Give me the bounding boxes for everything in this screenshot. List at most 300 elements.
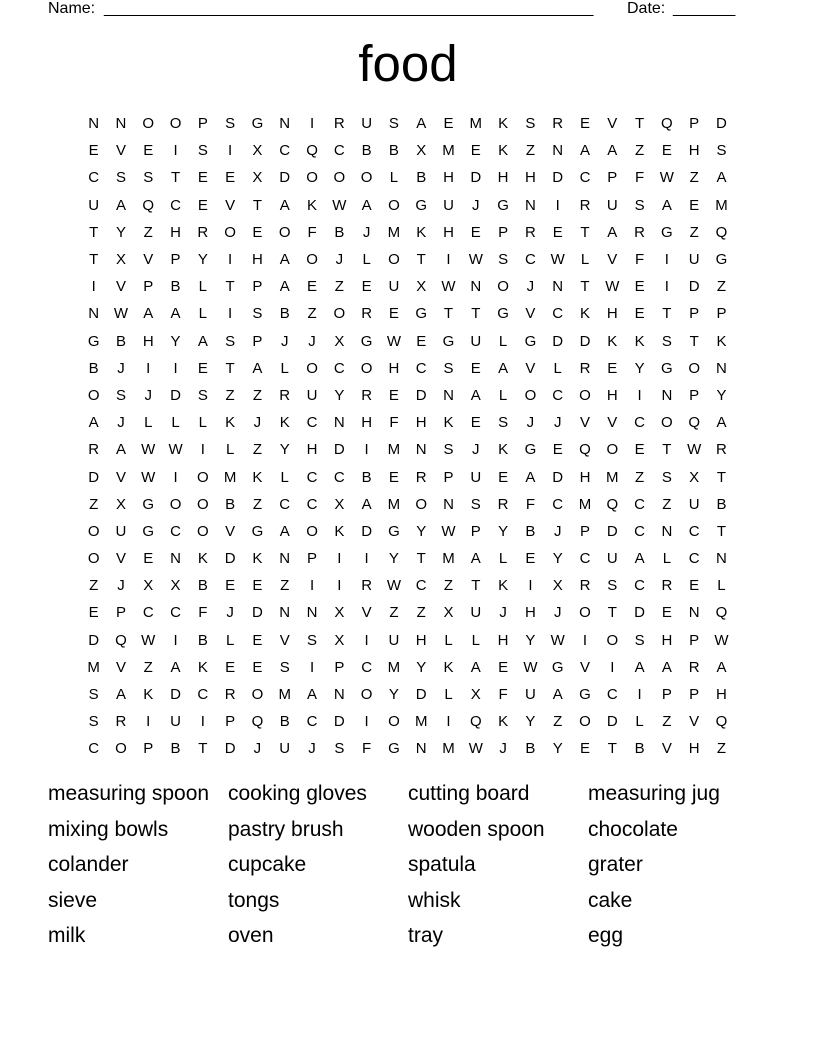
grid-letter: M [442,740,455,758]
grid-letter: L [225,441,235,459]
grid-letter: Z [334,278,344,296]
grid-letter: E [143,550,154,568]
grid-letter: D [224,740,236,758]
grid-letter: F [635,169,645,187]
grid-letter: W [714,631,729,649]
grid-letter: Q [251,713,264,731]
grid-letter: Y [716,386,727,404]
grid-letter: V [689,713,700,731]
grid-letter: T [662,441,672,459]
grid-letter: I [337,577,342,595]
grid-letter: I [364,713,369,731]
grid-letter: G [661,359,673,377]
grid-letter: K [143,686,154,704]
grid-letter: C [279,495,291,513]
grid-letter: I [146,713,151,731]
grid-letter: Z [252,441,263,459]
grid-letter: O [415,495,428,513]
grid-letter: E [225,169,236,187]
grid-letter: L [498,332,508,350]
grid-letter: F [362,740,372,758]
grid-letter: S [88,686,99,704]
grid-letter: A [197,332,208,350]
grid-letter: O [87,386,100,404]
grid-letter: H [252,251,263,269]
grid-letter: K [498,115,509,133]
grid-letter: Y [334,386,345,404]
grid-letter: W [441,522,456,540]
grid-letter: B [279,305,290,323]
grid-letter: C [634,414,645,432]
grid-letter: E [197,169,208,187]
grid-letter: P [143,278,154,296]
grid-letter: A [416,115,427,133]
grid-letter: V [361,604,372,622]
grid-letter: R [497,495,509,513]
grid-letter: Q [715,223,728,241]
grid-letter: P [661,686,672,704]
grid-letter: H [579,468,591,486]
grid-letter: A [661,658,672,676]
grid-letter: E [607,359,618,377]
grid-letter: S [388,115,399,133]
grid-letter: E [443,115,454,133]
grid-letter: O [306,169,318,187]
grid-letter: Z [635,142,645,160]
grid-letter: T [635,115,645,133]
grid-letter: R [224,686,236,704]
grid-letter: A [716,658,727,676]
grid-letter: I [173,631,178,649]
grid-letter: Z [252,386,263,404]
word-list-item: tray [408,924,444,947]
grid-letter: J [117,577,125,595]
grid-letter: P [498,223,509,241]
grid-letter: I [364,631,369,649]
grid-letter: J [117,359,125,377]
grid-letter: Q [142,196,155,214]
grid-letter: V [607,251,618,269]
grid-letter: O [333,169,346,187]
grid-letter: I [91,278,96,296]
grid-letter: T [416,550,426,568]
grid-letter: D [552,332,564,350]
grid-letter: D [606,522,618,540]
letter-grid [80,110,736,763]
word-list-item: cooking gloves [228,782,367,805]
grid-letter: G [524,441,537,459]
grid-letter: Q [606,495,619,513]
grid-letter: O [169,495,182,513]
grid-letter: J [526,278,535,296]
grid-letter: D [552,468,564,486]
grid-letter: G [715,251,728,269]
grid-letter: N [552,278,564,296]
grid-letter: S [225,332,236,350]
grid-letter: J [308,740,316,758]
grid-letter: P [307,550,318,568]
grid-letter: K [579,305,590,323]
grid-letter: T [580,223,590,241]
grid-letter: O [360,169,373,187]
grid-letter: S [498,251,509,269]
grid-letter: J [362,223,371,241]
grid-letter: R [361,577,373,595]
grid-letter: S [334,740,345,758]
grid-letter: N [688,604,700,622]
grid-letter: V [115,278,126,296]
grid-letter: R [661,577,673,595]
grid-letter: Y [498,522,509,540]
grid-letter: B [416,169,427,187]
word-list-item: colander [48,853,129,876]
grid-letter: S [115,386,126,404]
grid-letter: N [552,142,564,160]
grid-letter: P [443,468,454,486]
grid-letter: T [471,305,481,323]
grid-letter: J [117,414,125,432]
grid-letter: T [416,251,426,269]
grid-letter: S [661,332,672,350]
grid-letter: Z [89,495,99,513]
grid-letter: Z [389,604,399,622]
grid-letter: N [470,278,482,296]
grid-letter: T [607,740,617,758]
grid-letter: K [416,223,427,241]
grid-letter: Y [388,550,399,568]
grid-letter: R [333,115,345,133]
grid-letter: L [553,359,562,377]
grid-letter: O [306,251,318,269]
grid-letter: A [607,223,618,241]
grid-letter: I [637,686,642,704]
grid-letter: N [661,386,673,404]
grid-letter: G [388,522,400,540]
grid-letter: E [689,196,700,214]
grid-letter: V [525,359,536,377]
grid-letter: K [498,577,509,595]
grid-letter: W [659,169,674,187]
grid-letter: H [497,169,509,187]
grid-letter: P [225,713,236,731]
grid-letter: J [226,604,234,622]
grid-letter: C [415,359,427,377]
grid-letter: B [334,223,345,241]
grid-letter: Z [307,305,317,323]
grid-letter: X [334,631,345,649]
grid-letter: L [389,169,399,187]
grid-letter: L [498,386,508,404]
grid-letter: G [360,332,373,350]
grid-letter: R [361,305,373,323]
word-list-item: measuring jug [588,782,720,805]
grid-letter: V [525,305,536,323]
grid-letter: T [225,278,235,296]
grid-letter: M [578,495,592,513]
grid-letter: W [687,441,702,459]
grid-letter: I [337,550,342,568]
grid-letter: M [469,115,483,133]
grid-letter: C [197,686,209,704]
grid-letter: Z [416,604,426,622]
grid-letter: R [579,196,591,214]
grid-letter: E [388,305,399,323]
grid-letter: Z [635,468,645,486]
grid-letter: B [634,740,645,758]
grid-letter: M [715,196,728,214]
grid-letter: S [88,713,99,731]
grid-letter: C [170,604,181,622]
word-list-item: wooden spoon [408,817,545,841]
grid-letter: C [306,414,318,432]
grid-letter: N [306,604,318,622]
grid-letter: H [688,740,700,758]
grid-letter: C [552,305,564,323]
grid-letter: B [361,468,372,486]
grid-letter: N [170,550,181,568]
grid-letter: L [280,468,289,486]
grid-letter: E [470,359,481,377]
grid-letter: I [610,658,615,676]
grid-letter: J [526,414,535,432]
grid-letter: E [388,468,399,486]
grid-letter: Y [525,713,536,731]
grid-letter: A [470,550,481,568]
grid-letter: C [688,550,700,568]
grid-letter: L [635,713,644,731]
grid-letter: Q [469,713,482,731]
grid-letter: S [470,495,481,513]
grid-letter: S [307,631,318,649]
grid-letter: Z [716,740,727,758]
grid-letter: I [173,359,178,377]
grid-letter: E [661,604,672,622]
grid-letter: I [309,577,315,595]
grid-letter: T [716,468,727,486]
grid-letter: C [415,577,427,595]
grid-letter: W [468,251,483,269]
grid-letter: O [579,713,591,731]
grid-letter: D [606,713,618,731]
grid-letter: N [279,604,291,622]
grid-letter: E [552,223,563,241]
grid-letter: J [308,332,316,350]
grid-letter: M [606,468,619,486]
grid-letter: T [689,332,699,350]
grid-letter: V [661,740,672,758]
grid-letter: O [251,686,264,704]
grid-letter: K [607,332,618,350]
grid-letter: L [198,305,207,323]
grid-letter: A [634,550,645,568]
grid-letter: J [499,604,507,622]
grid-letter: N [279,115,291,133]
grid-letter: U [388,278,400,296]
grid-letter: X [170,577,181,595]
grid-letter: T [580,278,590,296]
grid-letter: L [662,550,672,568]
grid-letter: O [388,251,400,269]
grid-letter: N [88,305,100,323]
grid-letter: O [87,550,100,568]
grid-letter: Q [115,631,127,649]
grid-letter: D [170,686,181,704]
grid-letter: C [306,468,318,486]
grid-letter: T [225,359,235,377]
grid-letter: E [498,658,509,676]
grid-letter: P [716,305,727,323]
grid-letter: X [689,468,700,486]
grid-letter: V [225,196,236,214]
grid-letter: M [414,713,428,731]
grid-letter: F [198,604,208,622]
grid-letter: Z [553,713,563,731]
grid-letter: W [605,278,620,296]
grid-letter: A [525,468,536,486]
grid-letter: L [580,251,590,269]
grid-letter: G [497,196,509,214]
word-list-item: oven [228,924,274,947]
grid-letter: I [309,658,315,676]
grid-letter: O [197,468,209,486]
grid-letter: C [634,522,645,540]
grid-letter: O [524,386,537,404]
grid-letter: W [550,631,565,649]
grid-letter: K [225,414,236,432]
grid-letter: L [498,550,508,568]
grid-letter: D [279,169,291,187]
grid-letter: S [498,414,509,432]
grid-letter: D [552,169,564,187]
grid-letter: S [607,577,618,595]
grid-letter: E [525,550,536,568]
grid-letter: O [388,713,400,731]
grid-letter: F [307,223,317,241]
grid-letter: R [197,223,209,241]
grid-letter: K [334,522,345,540]
grid-letter: U [443,196,454,214]
grid-letter: T [89,223,99,241]
grid-letter: F [635,251,645,269]
grid-letter: C [306,495,318,513]
grid-letter: P [689,631,700,649]
grid-letter: N [661,522,673,540]
grid-letter: L [144,414,153,432]
grid-letter: H [524,604,536,622]
grid-letter: Q [715,713,728,731]
date-field-blank[interactable]: _______ [673,0,736,17]
word-list [48,778,788,956]
grid-letter: P [115,604,126,622]
grid-letter: B [388,142,399,160]
grid-letter: W [386,332,401,350]
grid-letter: P [334,658,345,676]
grid-letter: A [307,686,318,704]
grid-letter: G [87,332,100,350]
grid-letter: J [253,414,262,432]
grid-letter: W [141,441,156,459]
grid-letter: B [170,278,181,296]
grid-letter: I [364,441,369,459]
grid-letter: W [550,251,565,269]
grid-letter: A [579,142,590,160]
grid-letter: J [499,740,507,758]
grid-letter: C [524,251,536,269]
word-list-item: cupcake [228,853,307,876]
grid-letter: B [525,740,536,758]
grid-letter: P [689,686,700,704]
grid-letter: G [524,332,537,350]
grid-letter: P [197,115,208,133]
grid-letter: J [280,332,289,350]
grid-letter: O [661,414,673,432]
grid-letter: T [443,305,454,323]
grid-letter: E [470,142,481,160]
grid-letter: Y [525,631,536,649]
grid-letter: H [443,223,454,241]
grid-letter: Y [388,686,399,704]
grid-letter: S [443,359,454,377]
grid-letter: L [225,631,235,649]
grid-letter: C [688,522,700,540]
grid-letter: V [225,522,236,540]
grid-letter: D [361,522,373,540]
grid-letter: F [498,686,508,704]
name-field-blank[interactable]: _______________________________________________________ [104,0,594,17]
grid-letter: I [200,441,205,459]
grid-letter: B [716,495,727,513]
grid-letter: H [524,169,536,187]
grid-letter: A [279,196,290,214]
grid-letter: U [470,468,482,486]
grid-letter: T [471,577,481,595]
word-list-item: grater [588,853,643,876]
grid-letter: E [498,468,509,486]
grid-letter: T [607,604,617,622]
grid-letter: K [716,332,727,350]
grid-letter: E [225,577,236,595]
grid-letter: Z [143,658,153,676]
grid-letter: Z [662,495,672,513]
grid-letter: T [662,305,672,323]
grid-letter: W [441,278,456,296]
grid-letter: A [143,305,154,323]
grid-letter: M [387,495,401,513]
grid-letter: Z [662,713,672,731]
grid-letter: V [115,550,126,568]
grid-letter: D [716,115,727,133]
grid-letter: I [664,278,669,296]
grid-letter: A [88,414,99,432]
grid-letter: C [142,604,154,622]
grid-letter: Q [306,142,318,160]
word-list-item: milk [48,924,86,947]
grid-letter: H [497,631,509,649]
grid-letter: W [386,577,401,595]
grid-letter: R [552,115,564,133]
grid-letter: B [170,740,181,758]
word-list-item: whisk [408,888,461,912]
grid-letter: Z [280,577,290,595]
grid-letter: H [443,169,454,187]
grid-letter: C [579,550,591,568]
grid-letter: X [334,332,345,350]
grid-letter: Q [661,115,673,133]
grid-letter: L [471,631,480,649]
grid-letter: S [634,631,645,649]
grid-letter: I [309,115,315,133]
grid-letter: K [443,658,454,676]
